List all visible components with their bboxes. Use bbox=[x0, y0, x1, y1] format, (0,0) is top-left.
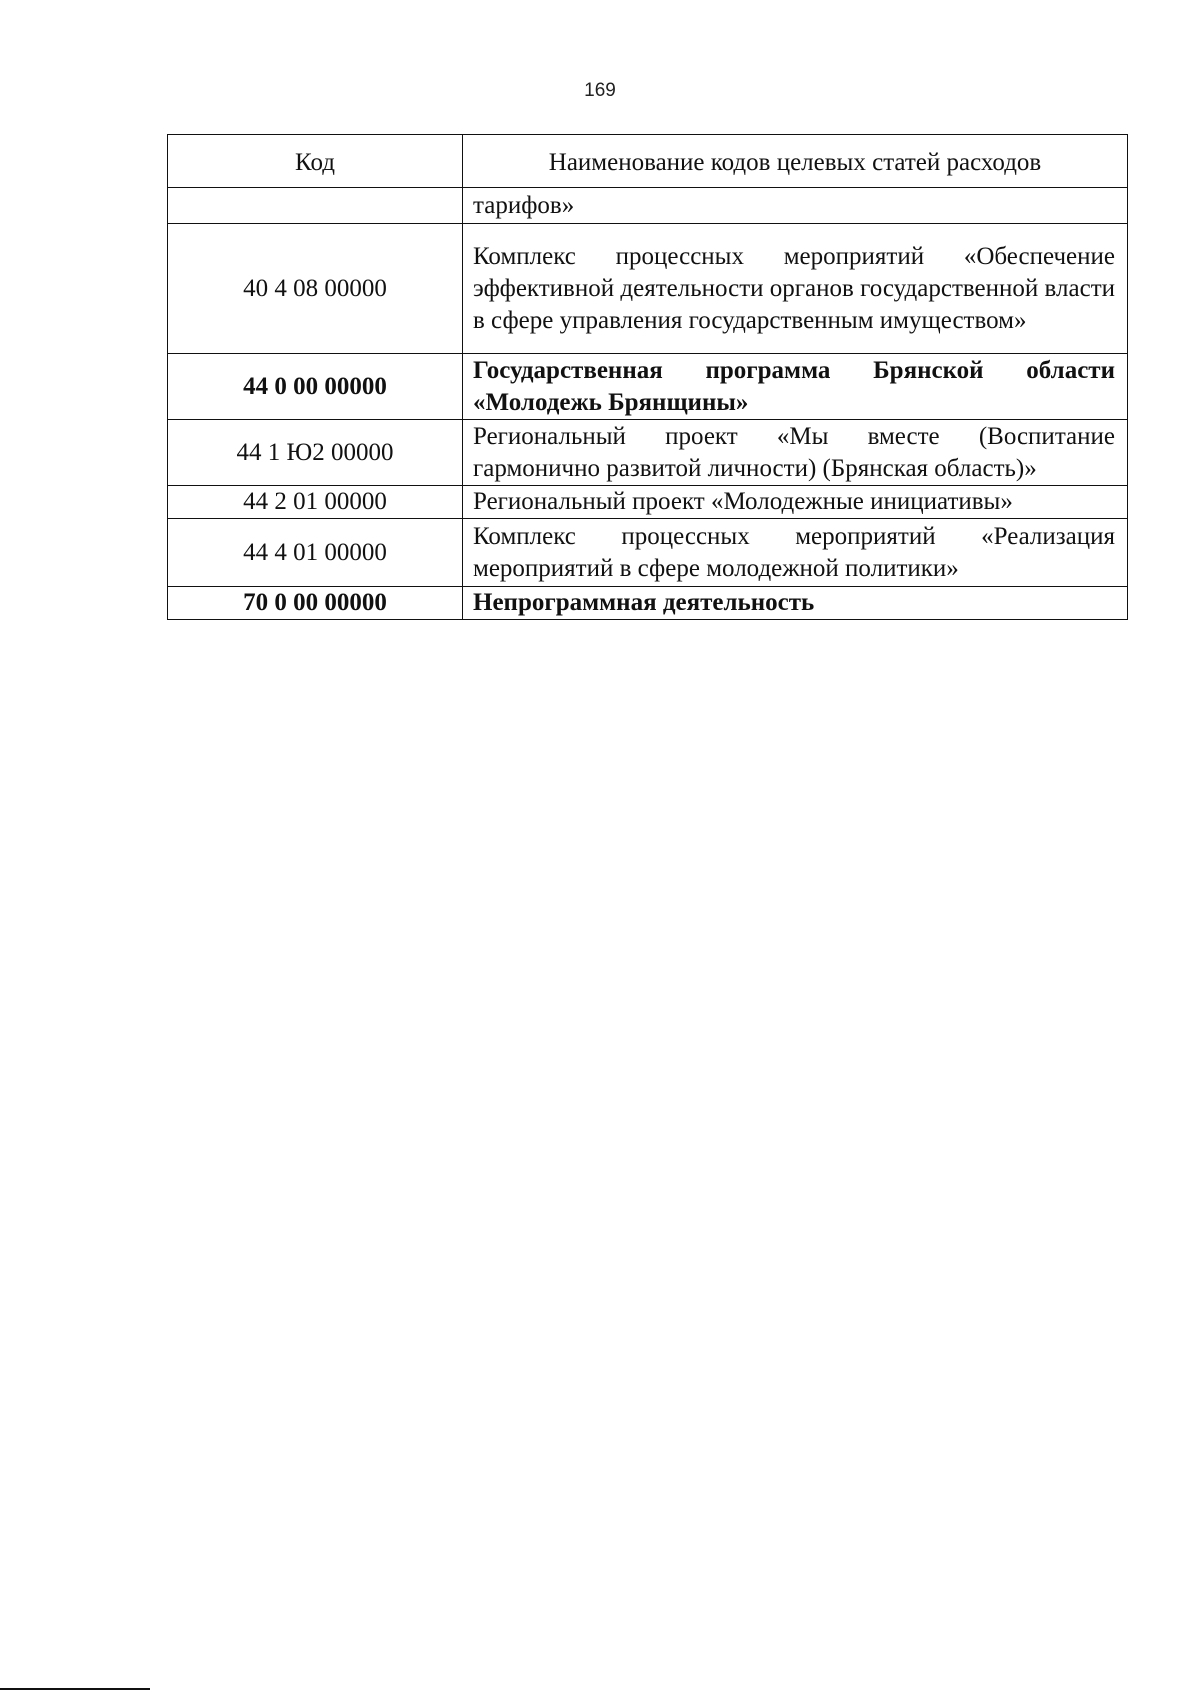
row-code: 44 0 00 00000 bbox=[168, 354, 463, 420]
row-code: 70 0 00 00000 bbox=[168, 587, 463, 620]
table-row bbox=[168, 188, 1128, 224]
header-name: Наименование кодов целевых статей расходов bbox=[463, 135, 1128, 188]
row-name: Комплекс процессных мероприятий «Обеспечение эффективной деятельности органов государственной власти в сфере управления государственным имуществом» bbox=[463, 224, 1128, 354]
row-code: 44 2 01 00000 bbox=[168, 486, 463, 519]
row-name: Государственная программа Брянской области «Молодежь Брянщины» bbox=[463, 354, 1128, 420]
footnote-separator-line bbox=[0, 1688, 150, 1690]
table-row bbox=[168, 587, 1128, 620]
table-row bbox=[168, 519, 1128, 587]
row-code: 44 1 Ю2 00000 bbox=[168, 420, 463, 486]
row-code bbox=[168, 188, 463, 224]
table-row bbox=[168, 486, 1128, 519]
header-code: Код bbox=[168, 135, 463, 188]
row-code: 40 4 08 00000 bbox=[168, 224, 463, 354]
row-name: Непрограммная деятельность bbox=[463, 587, 1128, 620]
table-row bbox=[168, 420, 1128, 486]
row-name: Региональный проект «Мы вместе (Воспитание гармонично развитой личности) (Брянская область)» bbox=[463, 420, 1128, 486]
row-code: 44 4 01 00000 bbox=[168, 519, 463, 587]
table-header-row bbox=[168, 135, 1128, 188]
table-row bbox=[168, 354, 1128, 420]
page-number: 169 bbox=[584, 80, 616, 101]
row-name: Комплекс процессных мероприятий «Реализация мероприятий в сфере молодежной политики» bbox=[463, 519, 1128, 587]
target-expense-codes-table bbox=[167, 134, 1128, 620]
row-name: тарифов» bbox=[463, 188, 1128, 224]
row-name: Региональный проект «Молодежные инициативы» bbox=[463, 486, 1128, 519]
table-row bbox=[168, 224, 1128, 354]
